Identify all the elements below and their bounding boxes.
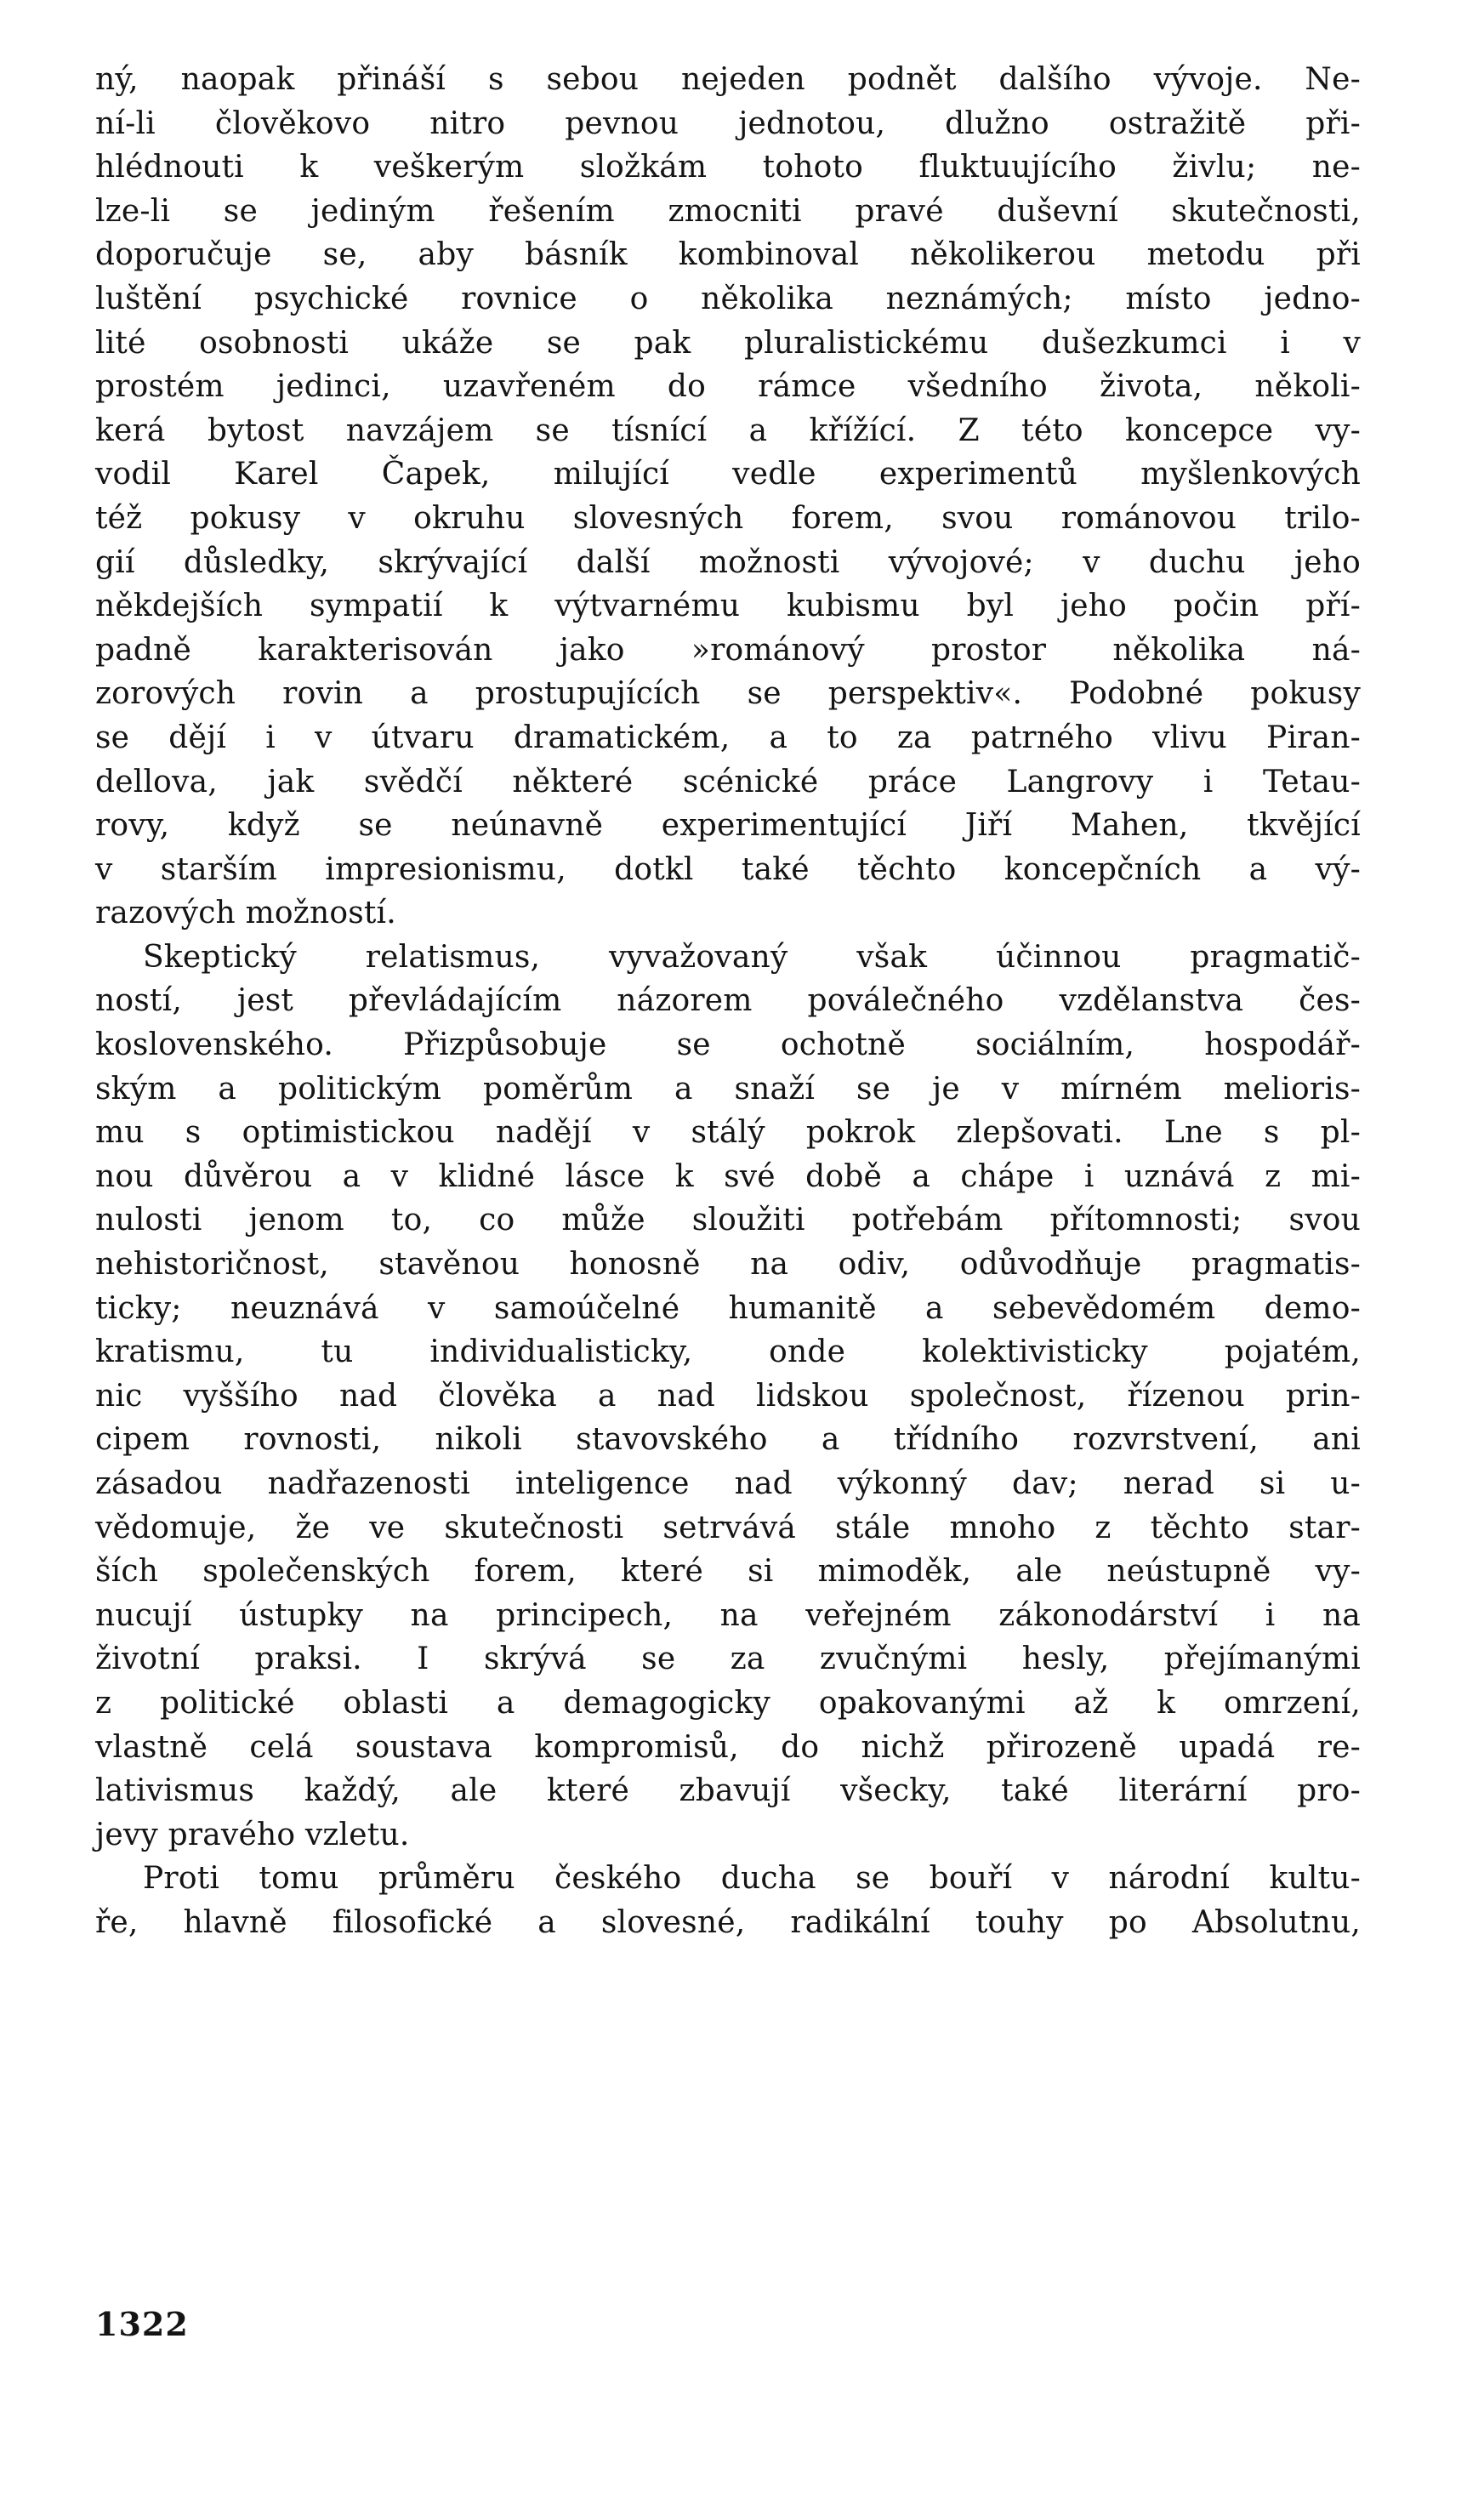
text-line: někdejších sympatií k výtvarnému kubismu byl jeho počin pří- xyxy=(95,589,1361,624)
text-line: lze-li se jediným řešením zmocniti pravé duševní skutečnosti, xyxy=(95,193,1361,229)
text-line: ní-li člověkovo nitro pevnou jednotou, dlužno ostražitě při- xyxy=(95,105,1361,141)
text-line: nou důvěrou a v klidné lásce k své době a chápe i uznává z mi- xyxy=(95,1158,1361,1194)
text-line: rovy, když se neúnavně experimentující Jiří Mahen, tkvějící xyxy=(95,808,1361,844)
text-line: jevy pravého vzletu. xyxy=(95,1817,410,1852)
text-line: Skeptický relatismus, vyvažovaný však účinnou pragmatič- xyxy=(143,939,1361,975)
text-line: hlédnouti k veškerým složkám tohoto fluktuujícího živlu; ne- xyxy=(95,150,1361,185)
page-body xyxy=(95,58,1361,1945)
text-line: nulosti jenom to, co může sloužiti potřebám přítomnosti; svou xyxy=(95,1203,1361,1238)
text-line: ským a politickým poměrům a snaží se je v mírném melioris- xyxy=(95,1071,1361,1107)
text-line: z politické oblasti a demagogicky opakovanými až k omrzení, xyxy=(95,1685,1361,1721)
paragraph-3 xyxy=(95,1857,1361,1944)
text-line: kerá bytost navzájem se tísnící a křížící. Z této koncepce vy- xyxy=(95,413,1361,448)
text-line: razových možností. xyxy=(95,896,396,931)
text-line: lativismus každý, ale které zbavují všecky, také literární pro- xyxy=(95,1773,1361,1809)
text-line: nucují ústupky na principech, na veřejném zákonodárství i na xyxy=(95,1597,1361,1633)
text-line: Proti tomu průměru českého ducha se bouří v národní kultu- xyxy=(143,1861,1361,1897)
text-line: v starším impresionismu, dotkl také těchto koncepčních a vý- xyxy=(95,851,1361,887)
text-line: kratismu, tu individualisticky, onde kolektivisticky pojatém, xyxy=(95,1334,1361,1370)
text-line: vlastně celá soustava kompromisů, do nichž přirozeně upadá re- xyxy=(95,1729,1361,1765)
text-line: vědomuje, že ve skutečnosti setrvává stále mnoho z těchto star- xyxy=(95,1510,1361,1545)
text-line: luštění psychické rovnice o několika neznámých; místo jedno- xyxy=(95,281,1361,316)
text-line: ticky; neuznává v samoúčelné humanitě a sebevědomém demo- xyxy=(95,1290,1361,1326)
paragraph-1 xyxy=(95,58,1361,936)
page-number: 1322 xyxy=(95,2305,189,2343)
text-line: zásadou nadřazenosti inteligence nad výkonný dav; nerad si u- xyxy=(95,1466,1361,1501)
text-line: mu s optimistickou nadějí v stálý pokrok zlepšovati. Lne s pl- xyxy=(95,1115,1361,1151)
text-line: zorových rovin a prostupujících se perspektiv«. Podobné pokusy xyxy=(95,676,1361,712)
text-line: dellova, jak svědčí některé scénické práce Langrovy i Tetau- xyxy=(95,764,1361,799)
text-line: lité osobnosti ukáže se pak pluralistickému dušezkumci i v xyxy=(95,325,1361,361)
text-line: padně karakterisován jako »románový prostor několika ná- xyxy=(95,632,1361,668)
text-line: životní praksi. I skrývá se za zvučnými hesly, přejímanými xyxy=(95,1642,1361,1677)
paragraph-2 xyxy=(95,936,1361,1857)
text-line: ností, jest převládajícím názorem poválečného vzdělanstva čes- xyxy=(95,983,1361,1019)
text-line: nehistoričnost, stavěnou honosně na odiv, odůvodňuje pragmatis- xyxy=(95,1247,1361,1283)
text-line: cipem rovnosti, nikoli stavovského a třídního rozvrstvení, ani xyxy=(95,1422,1361,1458)
text-line: vodil Karel Čapek, milující vedle experimentů myšlenkových xyxy=(95,457,1361,492)
text-line: nic vyššího nad člověka a nad lidskou společnost, řízenou prin- xyxy=(95,1378,1361,1414)
text-line: též pokusy v okruhu slovesných forem, svou románovou trilo- xyxy=(95,500,1361,536)
text-line: ný, naopak přináší s sebou nejeden podnět dalšího vývoje. Ne- xyxy=(95,62,1361,97)
text-line: gií důsledky, skrývající další možnosti vývojové; v duchu jeho xyxy=(95,544,1361,580)
text-line: ře, hlavně filosofické a slovesné, radikální touhy po Absolutnu, xyxy=(95,1904,1361,1940)
text-line: se dějí i v útvaru dramatickém, a to za patrného vlivu Piran- xyxy=(95,720,1361,755)
text-line: doporučuje se, aby básník kombinoval několikerou metodu při xyxy=(95,237,1361,273)
text-line: prostém jedinci, uzavřeném do rámce všedního života, několi- xyxy=(95,369,1361,405)
text-line: koslovenského. Přizpůsobuje se ochotně sociálním, hospodář- xyxy=(95,1027,1361,1063)
text-line: ších společenských forem, které si mimoděk, ale neústupně vy- xyxy=(95,1554,1361,1590)
